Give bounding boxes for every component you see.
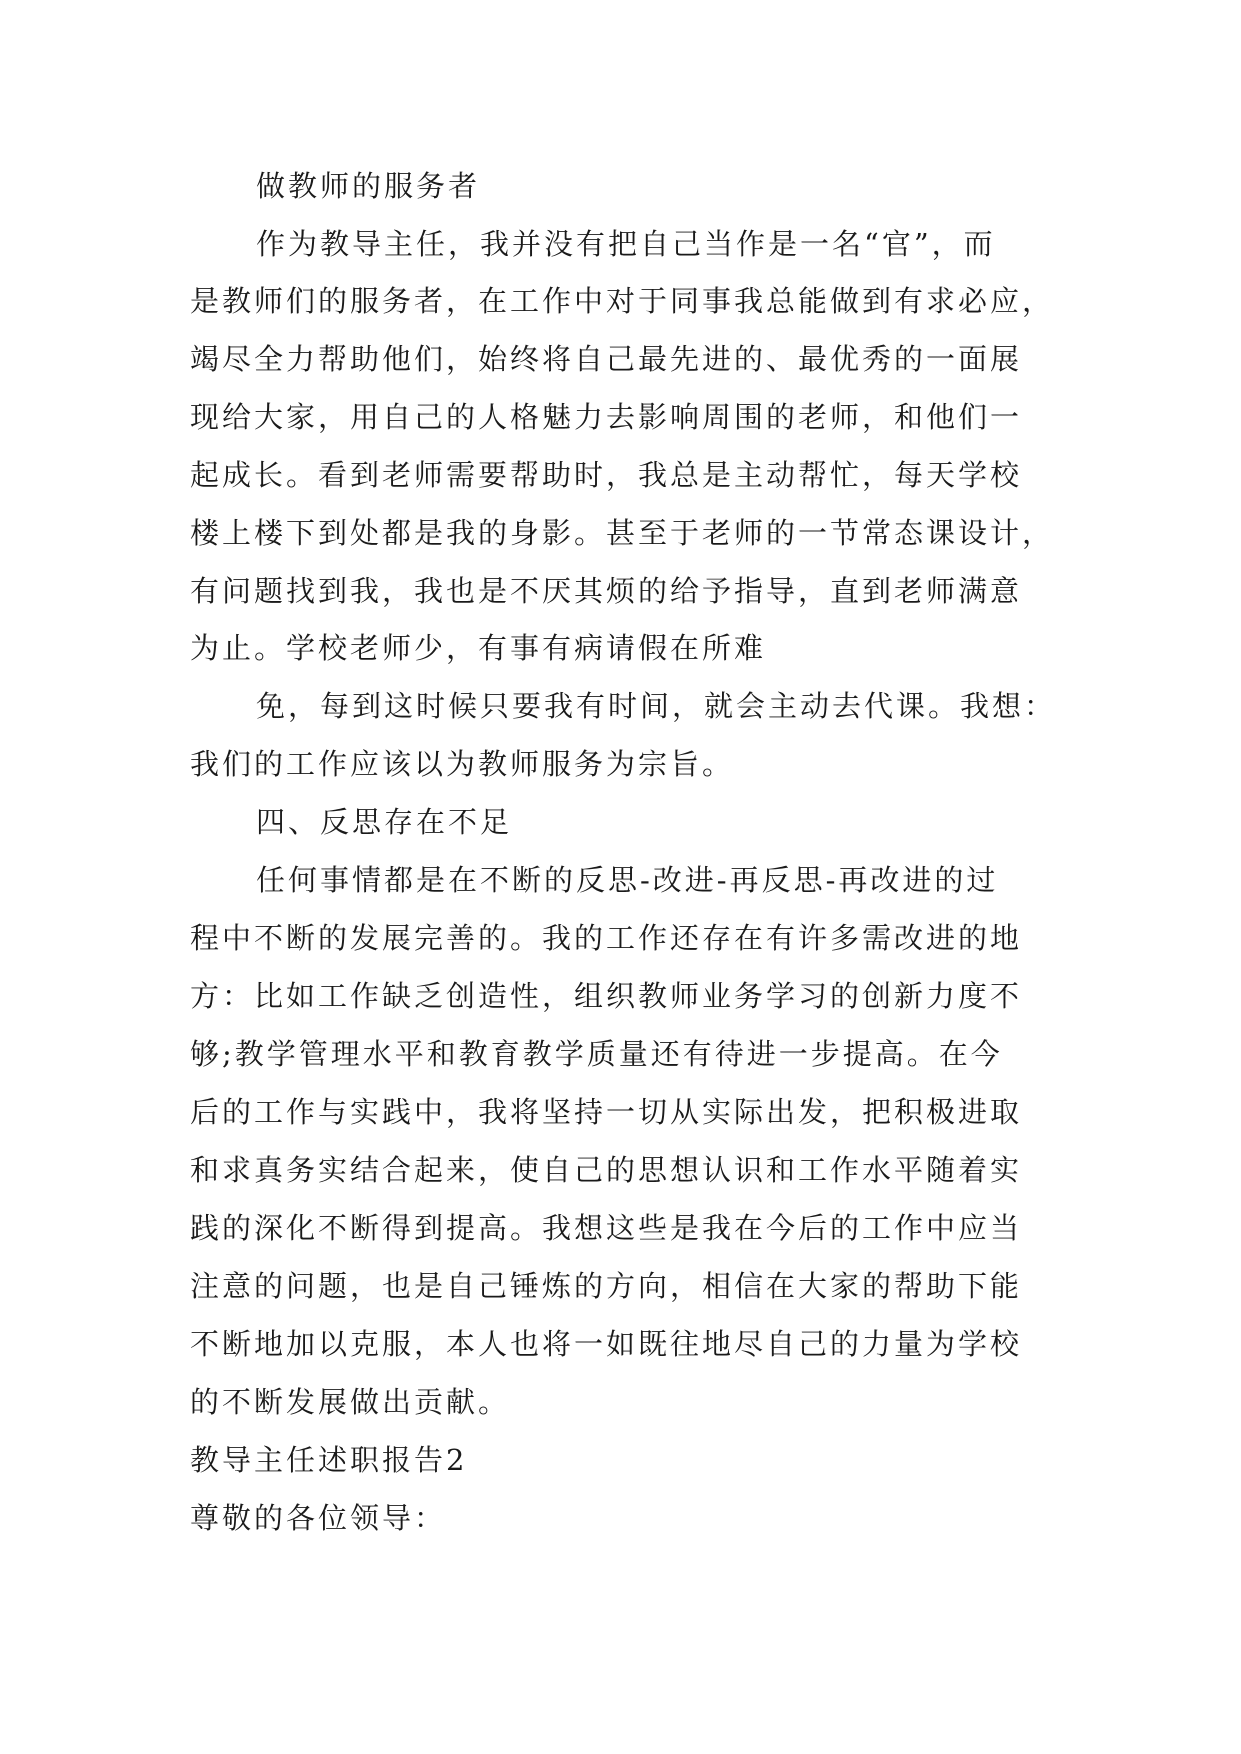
paragraph-line: 现给大家，用自己的人格魅力去影响周围的老师，和他们一: [190, 400, 1023, 434]
paragraph-line: 程中不断的发展完善的。我的工作还存在有许多需改进的地: [190, 921, 1023, 955]
paragraph-line: 不断地加以克服，本人也将一如既往地尽自己的力量为学校: [190, 1327, 1023, 1361]
section-heading-reflection: 四、反思存在不足: [256, 805, 513, 839]
paragraph-line: 任何事情都是在不断的反思-改进-再反思-再改进的过: [256, 863, 999, 897]
paragraph-line: 方：比如工作缺乏创造性，组织教师业务学习的创新力度不: [190, 979, 1023, 1013]
paragraph-line: 和求真务实结合起来，使自己的思想认识和工作水平随着实: [190, 1153, 1023, 1187]
paragraph-line: 是教师们的服务者，在工作中对于同事我总能做到有求必应，: [190, 284, 1055, 318]
paragraph-line: 我们的工作应该以为教师服务为宗旨。: [190, 747, 735, 781]
paragraph-line: 践的深化不断得到提高。我想这些是我在今后的工作中应当: [190, 1211, 1023, 1245]
paragraph-line: 的不断发展做出贡献。: [190, 1385, 511, 1419]
paragraph-line: 有问题找到我，我也是不厌其烦的给予指导，直到老师满意: [190, 574, 1023, 608]
paragraph-line: 为止。学校老师少，有事有病请假在所难: [190, 631, 767, 665]
paragraph-line: 后的工作与实践中，我将坚持一切从实际出发，把积极进取: [190, 1095, 1023, 1129]
paragraph-line: 注意的问题，也是自己锤炼的方向，相信在大家的帮助下能: [190, 1269, 1023, 1303]
paragraph-line: 楼上楼下到处都是我的身影。甚至于老师的一节常态课设计，: [190, 516, 1055, 550]
report-title: 教导主任述职报告2: [190, 1443, 468, 1477]
salutation: 尊敬的各位领导：: [190, 1501, 447, 1535]
paragraph-line: 免，每到这时候只要我有时间，就会主动去代课。我想：: [256, 689, 1057, 723]
paragraph-line: 作为教导主任，我并没有把自己当作是一名“官”，而: [256, 227, 996, 261]
section-heading-serve-teachers: 做教师的服务者: [256, 169, 481, 203]
paragraph-line: 竭尽全力帮助他们，始终将自己最先进的、最优秀的一面展: [190, 342, 1023, 376]
paragraph-line: 够;教学管理水平和教育教学质量还有待进一步提高。在今: [190, 1037, 1003, 1071]
paragraph-line: 起成长。看到老师需要帮助时，我总是主动帮忙，每天学校: [190, 458, 1023, 492]
